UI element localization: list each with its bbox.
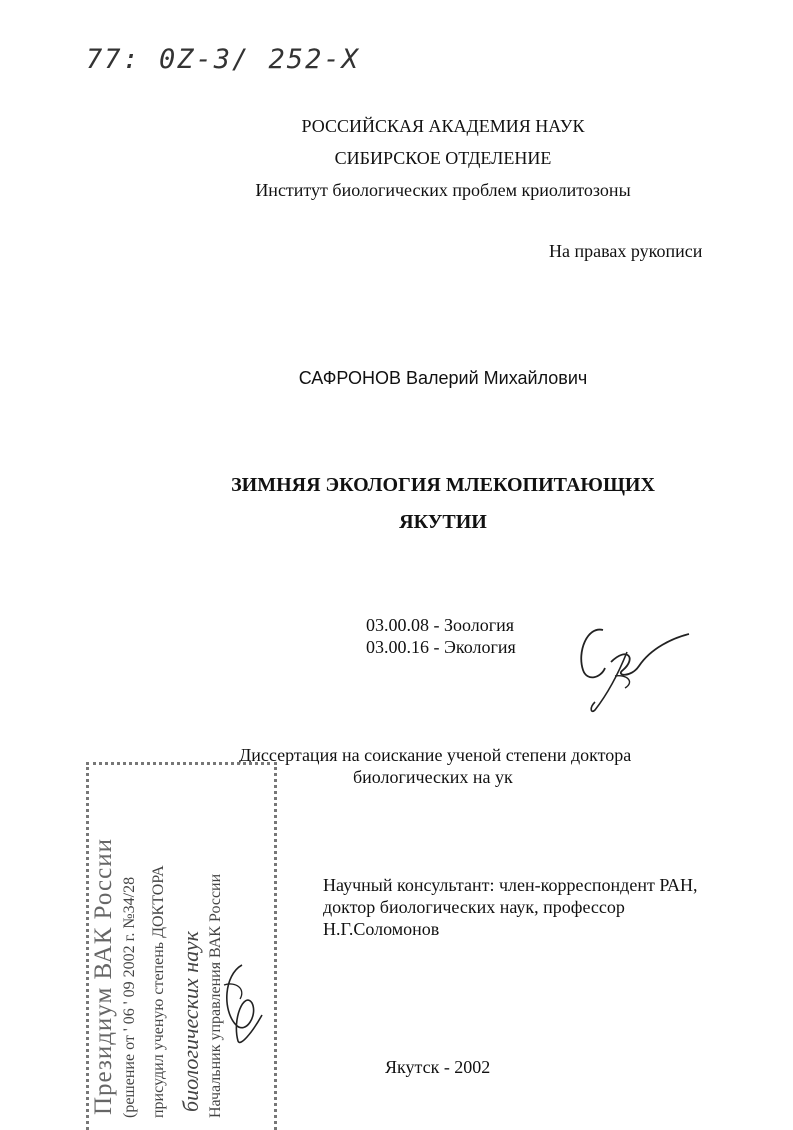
dissertation-statement-line2: биологических на ук [353, 767, 513, 787]
consultant-line2: доктор биологических наук, профессор [323, 897, 625, 917]
author-name: САФРОНОВ Валерий Михайлович [298, 368, 588, 388]
stamp-signature [212, 955, 277, 1050]
stamp-presidium: Президиум ВАК России [90, 838, 117, 1115]
dissertation-title-line2: ЯКУТИИ [399, 511, 487, 533]
specialty-ecology: 03.00.16 - Экология [366, 637, 516, 657]
org-branch: СИБИРСКОЕ ОТДЕЛЕНИЕ [334, 148, 552, 168]
specialty-zoology: 03.00.08 - Зоология [366, 615, 515, 635]
author-signature [565, 612, 705, 717]
org-institute: Институт биологических проблем криолитозоны [255, 180, 631, 200]
dissertation-title-line1: ЗИМНЯЯ ЭКОЛОГИЯ МЛЕКОПИТАЮЩИХ [231, 474, 655, 496]
org-academy: РОССИЙСКАЯ АКАДЕМИЯ НАУК [301, 116, 585, 136]
place-year: Якутск - 2002 [385, 1057, 491, 1077]
stamp-field-handwritten: биологических наук [178, 931, 203, 1112]
consultant-line3: Н.Г.Соломонов [323, 919, 440, 939]
stamp-head-vak: Начальник управления ВАК России [207, 873, 224, 1118]
stamp-degree: присудил ученую степень ДОКТОРА [150, 865, 167, 1118]
manuscript-note: На правах рукописи [549, 241, 703, 261]
dissertation-statement-line1: Диссертация на соискание ученой степени доктора [239, 745, 632, 765]
consultant-line1: Научный консультант: член-корреспондент РАН, [323, 875, 698, 895]
stamp-decision: (решение от ' 06 ' 09 2002 г. №34/28 [121, 876, 138, 1118]
handwritten-archive-code: 77: 0Z-3/ 252-X [86, 44, 360, 75]
